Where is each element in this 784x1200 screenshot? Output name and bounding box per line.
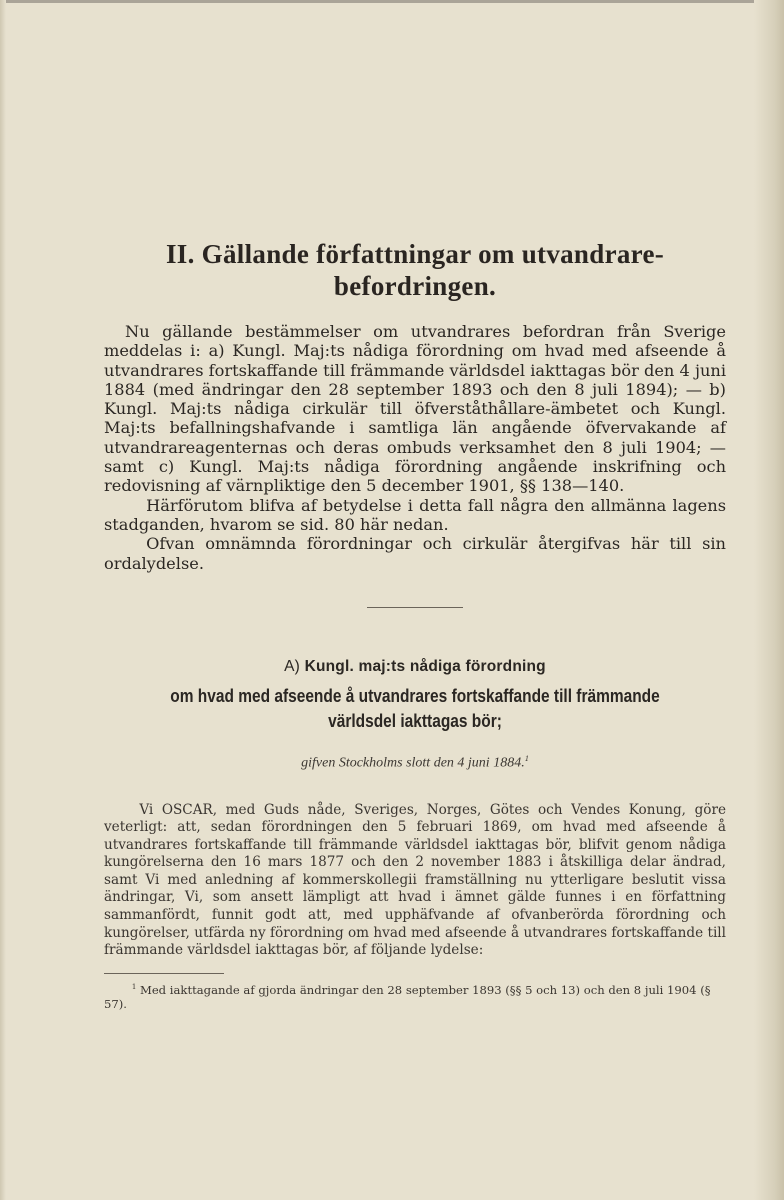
ordinance-body: Vi OSCAR, med Guds nåde, Sveriges, Norges, Götes och Vendes Konung, göre veterligt: att, sedan förordningen den 5 februari 1869, om hvad med afseende å utvandrares fortskaffande till främmande världsdel iakttagas bör, blifvit genom nådiga kungörelserna den 16 mars 1877 och den 2 november 1883 i åtskilliga delar ändrad, samt Vi med anledning af kommerskollegii framställning nu ytterligare beslutit vissa ändringar, Vi, som ansett lämpligt att hvad i ämnet gälde funnes i en författning sammanfördt, funnit godt att, med upphäfvande af ofvanberörda förordning och kungörelser, utfärda ny förordning om hvad med afseende å utvandrares fortskaffande till främmande världsdel iakttagas bör, af följande lydelse: (104, 801, 726, 959)
ordinance-label-text: Kungl. maj:ts nådiga förordning (304, 657, 546, 675)
page-right-edge (754, 0, 784, 1200)
footnote-rule (104, 973, 224, 974)
section-divider (367, 607, 463, 608)
page-top-edge (0, 0, 784, 3)
footnote-mark: 1 (131, 983, 137, 992)
intro-paragraph-3: Ofvan omnämnda förordningar och cirkulär återgifvas här till sin ordalydelse. (104, 534, 726, 573)
intro-paragraph-1: Nu gällande bestämmelser om utvandrares befordran från Sverige meddelas i: a) Kungl. Maj:ts nådiga förordning om hvad med afseende å utvandrares fortskaffande till främmande världsdel iakttagas bör den 4 juni 1884 (med ändringar den 28 september 1893 och den 8 juli 1894); — b) Kungl. Maj:ts nådiga cirkulär till öfverståthållare-ämbetet och Kungl. Maj:ts befallningshafvande i samtliga län angående öfvervakande af utvandrareagenternas och deras ombuds verksamhet den 8 juli 1904; — samt c) Kungl. Maj:ts nådiga förordning angående inskrifning och redovisning af värnpliktige den 5 december 1901, §§ 138—140. (104, 322, 726, 496)
ordinance-label (104, 658, 726, 676)
ordinance-date-text: gifven Stockholms slott den 4 juni 1884. (301, 755, 525, 771)
footnote-reference: 1 (524, 753, 529, 763)
page-content (104, 238, 726, 1023)
ordinance-date (104, 754, 726, 772)
section-title: II. Gällande författningar om utvandrare-befordringen. (165, 239, 665, 301)
footnote (104, 980, 726, 1011)
footnote-text: Med iakttagande af gjorda ändringar den 28 september 1893 (§§ 5 och 13) och den 8 juli 1904 (§ 57). (104, 983, 711, 1012)
ordinance-title: om hvad med afseende å utvandrares fortskaffande till främmande världsdel iakttagas bör; (170, 685, 660, 731)
page-left-edge (0, 0, 6, 1200)
ordinance-label-prefix: A) (284, 657, 301, 675)
intro-paragraph-2: Härförutom blifva af betydelse i detta fall några den allmänna lagens stadganden, hvarom se sid. 80 här nedan. (104, 495, 726, 534)
